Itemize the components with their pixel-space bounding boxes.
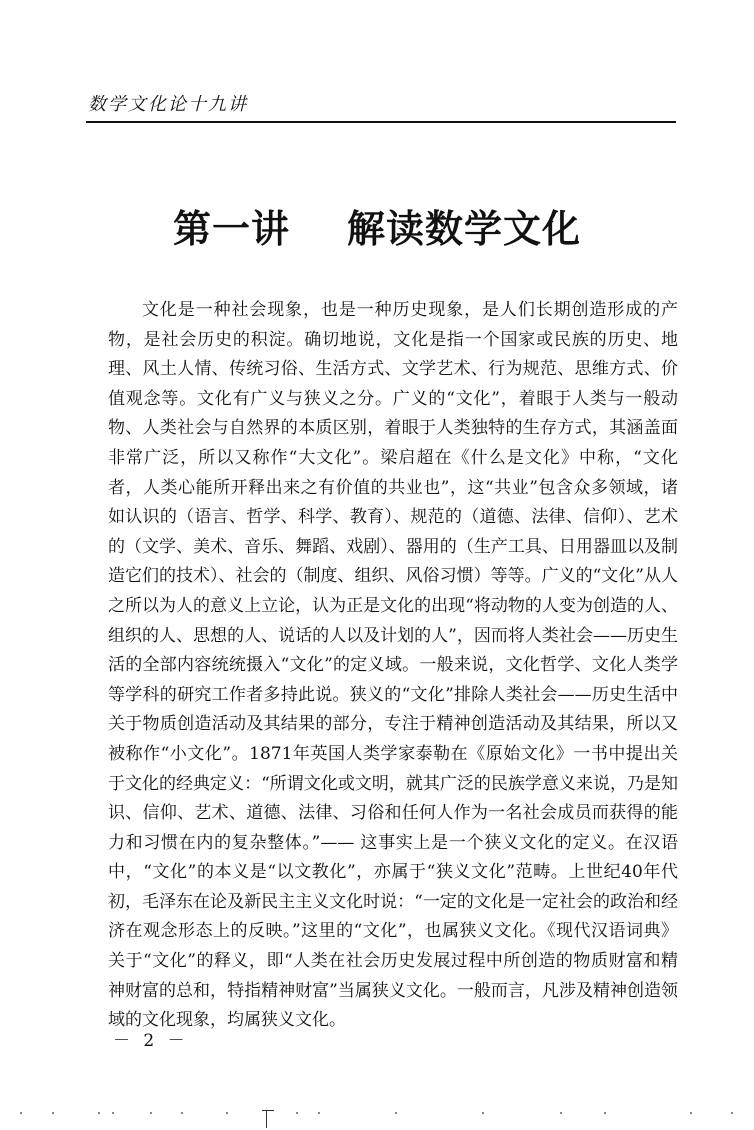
scan-dot xyxy=(20,1112,22,1114)
scan-dot xyxy=(98,1112,100,1114)
scan-dot xyxy=(604,1112,606,1114)
page-number: － 2 － xyxy=(113,1031,189,1051)
scan-dot xyxy=(296,1112,298,1114)
scan-dot xyxy=(150,1112,152,1114)
scan-artifacts xyxy=(0,1100,754,1130)
running-header: 数学文化论十九讲 xyxy=(88,94,248,115)
body-paragraph: 文化是一种社会现象，也是一种历史现象，是人们长期创造形成的产物，是社会历史的积淀。确切地说，文化是指一个国家或民族的历史、地理、风土人情、传统习俗、生活方式、文学艺术、行为规范、思维方式、价值观念等。文化有广义与狭义之分。广义的“文化”，着眼于人类与一般动物、人类社会与自然界的本质区别，着眼于人类独特的生存方式，其涵盖面非常广泛，所以又称作“大文化”。梁启超在《什么是文化》中称，“文化者，人类心能所开释出来之有价值的共业也”，这“共业”包含众多领域，诸如认识的（语言、哲学、科学、教育）、规范的（道德、法律、信仰）、艺术的（文学、美术、音乐、舞蹈、戏剧）、器用的（生产工具、日用器皿以及制造它们的技术）、社会的（制度、组织、风俗习惯）等等。广义的“文化”从人之所以为人的意义上立论，认为正是文化的出现“将动物的人变为创造的人、组织的人、思想的人、说话的人以及计划的人”，因而将人类社会——历史生活的全部内容统统摄入“文化”的定义域。一般来说，文化哲学、文化人类学等学科的研究工作者多持此说。狭义的“文化”排除人类社会——历史生活中关于物质创造活动及其结果的部分，专注于精神创造活动及其结果，所以又被称作“小文化”。1871年英国人类学家泰勒在《原始文化》一书中提出关于文化的经典定义：“所谓文化或文明，就其广泛的民族学意义来说，乃是知识、信仰、艺术、道德、法律、习俗和任何人作为一名社会成员而获得的能力和习惯在内的复杂整体。”—— 这事实上是一个狭义文化的定义。在汉语中，“文化”的本义是“以文教化”，亦属于“狭义文化”范畴。上世纪40年代初，毛泽东在论及新民主主义文化时说：“一定的文化是一定社会的政治和经济在观念形态上的反映。”这里的“文化”，也属狭义文化。《现代汉语词典》关于“文化”的释义，即“人类在社会历史发展过程中所创造的物质财富和精神财富的总和，特指精神财富”当属狭义文化。一般而言，凡涉及精神创造领域的文化现象，均属狭义文化。 xyxy=(108,300,678,1031)
scan-dot xyxy=(318,1112,320,1114)
chapter-title: 第一讲 解读数学文化 xyxy=(173,207,581,251)
scan-mark xyxy=(266,1110,267,1128)
scan-dot xyxy=(226,1112,228,1114)
scan-dot xyxy=(181,1112,183,1114)
scan-dot xyxy=(731,1112,733,1114)
scan-dot xyxy=(52,1112,54,1114)
scan-dot xyxy=(560,1112,562,1114)
scan-dot xyxy=(112,1112,114,1114)
scan-dot xyxy=(395,1112,397,1114)
scan-mark xyxy=(262,1110,274,1111)
scan-dot xyxy=(482,1112,484,1114)
scan-dot xyxy=(690,1112,692,1114)
header-rule xyxy=(86,121,676,123)
